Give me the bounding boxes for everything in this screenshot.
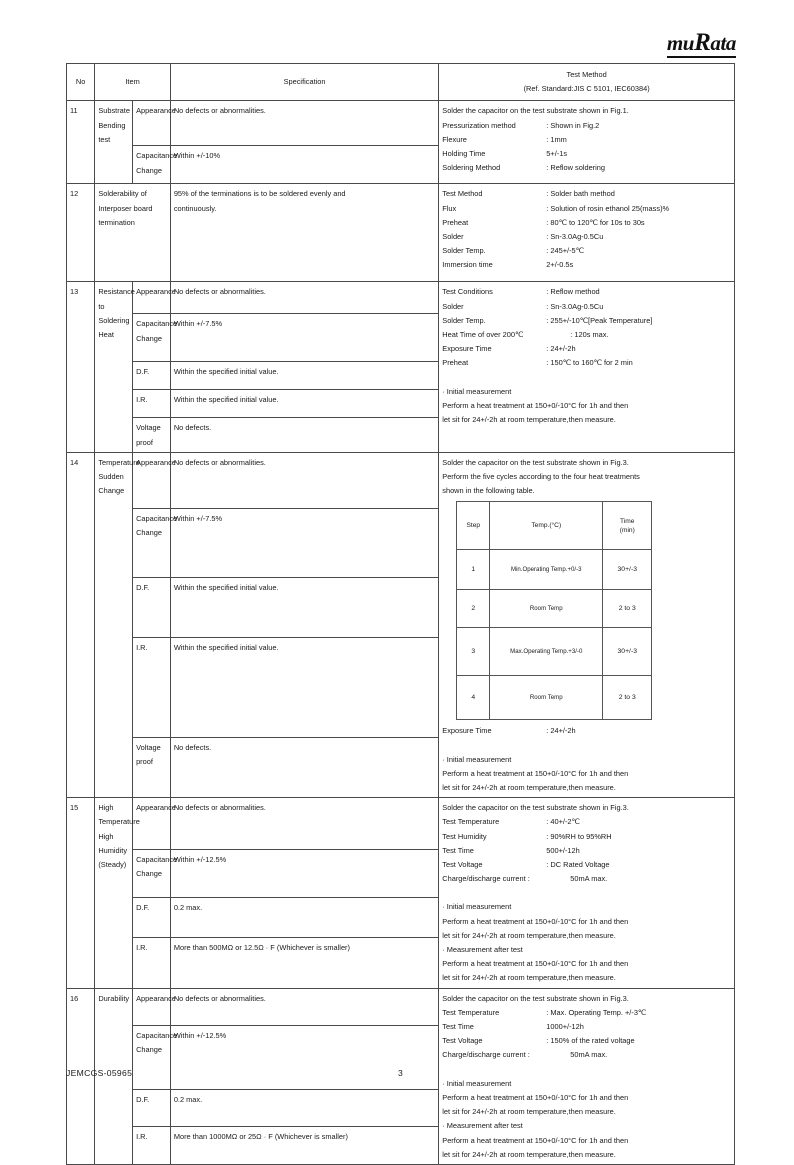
tm-pair [442, 815, 731, 829]
tm-note: let sit for 24+/-2h at room temperature,then measure. [442, 930, 616, 940]
row-sub-item: Appearance [133, 798, 171, 850]
tm-pair [442, 147, 731, 161]
tm-note: Perform a heat treatment at 150+0/-10°C for 1h and then [442, 959, 629, 969]
header-no: No [67, 64, 95, 101]
row-test-method [439, 452, 735, 797]
row-specification: More than 1000MΩ or 25Ω · F (Whichever is smaller) [170, 1127, 438, 1164]
tm-intro-line: shown in the following table. [442, 486, 535, 496]
tm-spacer [442, 886, 731, 900]
tm-pair [442, 285, 731, 299]
tm-pair-key: Exposure Time [442, 344, 492, 354]
tm-pair-key: Test Humidity [442, 831, 487, 841]
steps-row [457, 676, 652, 720]
steps-header-time: Time (min) [603, 502, 652, 550]
steps-cell-temp: Room Temp [490, 590, 603, 628]
tm-pair [442, 858, 731, 872]
tm-pair [442, 1020, 731, 1034]
row-specification: Within the specified initial value. [170, 638, 438, 738]
steps-header-step: Step [457, 502, 490, 550]
heat-treatment-steps-table [456, 501, 652, 720]
row-number: 11 [67, 101, 95, 184]
tm-pair-key: Flexure [442, 134, 467, 144]
row-sub-item: I.R. [133, 938, 171, 988]
row-sub-item: D.F. [133, 577, 171, 637]
tm-pair-value: : 120s max. [570, 330, 609, 340]
murata-logo-underline [667, 56, 736, 58]
row-test-method [439, 101, 735, 184]
tm-pair [442, 314, 731, 328]
tm-pair [442, 356, 731, 370]
header-specification: Specification [170, 64, 438, 101]
steps-header-temp: Temp.(°C) [490, 502, 603, 550]
row-number: 16 [67, 988, 95, 1164]
row-specification: 0.2 max. [170, 1089, 438, 1126]
tm-pair-value: 2+/-0.5s [546, 260, 574, 270]
steps-header-row [457, 502, 652, 550]
murata-logo-prefix: mu [666, 31, 695, 55]
tm-pair-value: 1000+/-12h [546, 1022, 584, 1032]
tm-note: · Initial measurement [442, 1078, 512, 1088]
tm-pair [442, 724, 731, 738]
steps-cell-time: 30+/-3 [603, 628, 652, 676]
steps-row [457, 550, 652, 590]
tm-note: · Measurement after test [442, 945, 523, 955]
tm-pair-key: Preheat [442, 358, 469, 368]
tm-pair [442, 258, 731, 272]
tm-pair-key: Test Voltage [442, 1036, 483, 1046]
steps-cell-time: 30+/-3 [603, 550, 652, 590]
row-item-name: Resistance to Soldering Heat [95, 282, 133, 452]
tm-note: Perform a heat treatment at 150+0/-10°C for 1h and then [442, 1092, 629, 1102]
row-number: 12 [67, 184, 95, 282]
tm-pair-value: : 150℃ to 160℃ for 2 min [546, 358, 633, 368]
row-item-name: Temperature Sudden Change [95, 452, 133, 797]
tm-pair-key: Solder Temp. [442, 315, 486, 325]
tm-pair-key: Preheat [442, 217, 469, 227]
tm-pair-value: : Reflow method [546, 287, 600, 297]
tm-pair-key: Exposure Time [442, 726, 492, 736]
tm-pair-value: : Reflow soldering [546, 163, 606, 173]
row-sub-item: D.F. [133, 362, 171, 390]
tm-pair-value: : 255+/-10℃[Peak Temperature] [546, 315, 653, 325]
tm-pair [442, 1034, 731, 1048]
row-specification: More than 500MΩ or 12.5Ω · F (Whichever is smaller) [170, 938, 438, 988]
row-item-name: Solderability of Interposer board termination [95, 184, 171, 282]
tm-pair-value: : 24+/-2h [546, 344, 576, 354]
tm-pair-key: Test Temperature [442, 1007, 500, 1017]
tm-pair [442, 133, 731, 147]
row-specification: No defects. [170, 418, 438, 452]
specification-table [66, 63, 735, 1165]
tm-pair-value: : 90%RH to 95%RH [546, 831, 612, 841]
tm-pair-key: Charge/discharge current : [442, 1050, 530, 1060]
tm-pair-value: : Max. Operating Temp. +/-3℃ [546, 1007, 647, 1017]
steps-cell-step: 1 [457, 550, 490, 590]
steps-row [457, 628, 652, 676]
row-specification: No defects or abnormalities. [170, 101, 438, 146]
tm-intro: Solder the capacitor on the test substrate shown in Fig.3. [442, 803, 629, 813]
row-sub-item: Appearance [133, 101, 171, 146]
row-sub-item: Capacitance Change [133, 850, 171, 898]
murata-logo-suffix: ata [710, 31, 736, 55]
tm-intro: Solder the capacitor on the test substrate shown in Fig.3. [442, 993, 629, 1003]
table-row [67, 452, 735, 508]
row-specification: No defects or abnormalities. [170, 798, 438, 850]
document-id: JEMCGS-05965 [66, 1068, 133, 1078]
row-item-name: Durability [95, 988, 133, 1164]
row-sub-item: Capacitance Change [133, 146, 171, 184]
steps-cell-time: 2 to 3 [603, 590, 652, 628]
tm-pair [442, 830, 731, 844]
row-sub-item: Capacitance Change [133, 508, 171, 577]
tm-pair [442, 328, 731, 342]
steps-cell-time: 2 to 3 [603, 676, 652, 720]
table-row [67, 798, 735, 850]
row-sub-item: Voltage proof [133, 737, 171, 797]
tm-pair-value: 50mA max. [570, 874, 608, 884]
row-specification: 0.2 max. [170, 898, 438, 938]
row-specification: No defects or abnormalities. [170, 452, 438, 508]
murata-logo [667, 30, 736, 58]
row-number: 15 [67, 798, 95, 988]
tm-note: let sit for 24+/-2h at room temperature,then measure. [442, 1149, 616, 1159]
tm-pair-value: : Solder bath method [546, 189, 615, 199]
tm-note: · Initial measurement [442, 386, 512, 396]
tm-note: let sit for 24+/-2h at room temperature,then measure. [442, 415, 616, 425]
row-sub-item: Capacitance Change [133, 314, 171, 362]
steps-cell-step: 2 [457, 590, 490, 628]
tm-pair-value: : 245+/-5℃ [546, 246, 584, 256]
row-sub-item: Appearance [133, 282, 171, 314]
tm-pair [442, 161, 731, 175]
steps-row [457, 590, 652, 628]
table-row [67, 988, 735, 1025]
row-test-method [439, 798, 735, 988]
tm-pair-value: : 24+/-2h [546, 726, 576, 736]
tm-note: let sit for 24+/-2h at room temperature,then measure. [442, 783, 616, 793]
row-specification: Within the specified initial value. [170, 577, 438, 637]
tm-pair-value: : DC Rated Voltage [546, 860, 610, 870]
tm-intro-line: Perform the five cycles according to the four heat treatments [442, 472, 640, 482]
row-sub-item: I.R. [133, 1127, 171, 1164]
tm-pair-key: Soldering Method [442, 163, 501, 173]
row-specification: Within +/-7.5% [170, 508, 438, 577]
tm-pair-value: : 80℃ to 120℃ for 10s to 30s [546, 217, 645, 227]
tm-pair-key: Test Voltage [442, 860, 483, 870]
tm-pair-key: Pressurization method [442, 120, 516, 130]
tm-note: let sit for 24+/-2h at room temperature,then measure. [442, 973, 616, 983]
tm-pair-value: : Sn-3.0Ag-0.5Cu [546, 232, 604, 242]
table-row [67, 101, 735, 146]
tm-note: · Measurement after test [442, 1121, 523, 1131]
tm-pair-key: Immersion time [442, 260, 493, 270]
murata-logo-text [667, 30, 736, 55]
row-specification: Within +/-7.5% [170, 314, 438, 362]
row-specification: Within +/-10% [170, 146, 438, 184]
tm-intro: Solder the capacitor on the test substrate shown in Fig.1. [442, 106, 629, 116]
tm-pair [442, 1048, 731, 1062]
tm-note: let sit for 24+/-2h at room temperature,then measure. [442, 1107, 616, 1117]
row-sub-item: Appearance [133, 988, 171, 1025]
tm-pair [442, 230, 731, 244]
row-specification: No defects. [170, 737, 438, 797]
tm-note: · Initial measurement [442, 902, 512, 912]
table-header-row [67, 64, 735, 101]
tm-pair-key: Test Method [442, 189, 483, 199]
header-item: Item [95, 64, 171, 101]
tm-note: Perform a heat treatment at 150+0/-10°C for 1h and then [442, 768, 629, 778]
row-sub-item: Appearance [133, 452, 171, 508]
tm-pair-key: Test Temperature [442, 817, 500, 827]
header-test-method: Test Method (Ref. Standard:JIS C 5101, IEC60384) [439, 64, 735, 101]
murata-logo-capital: R [694, 29, 711, 56]
row-sub-item: I.R. [133, 638, 171, 738]
tm-pair-key: Flux [442, 203, 457, 213]
row-sub-item: Voltage proof [133, 418, 171, 452]
row-item-name: High Temperature High Humidity (Steady) [95, 798, 133, 988]
tm-pair-key: Solder [442, 301, 464, 311]
table-row [67, 184, 735, 282]
tm-pair-value: : Solution of rosin ethanol 25(mass)% [546, 203, 670, 213]
tm-pair-value: : 40+/-2℃ [546, 817, 580, 827]
tm-pair-key: Solder [442, 232, 464, 242]
row-sub-item: I.R. [133, 390, 171, 418]
page-number: 3 [397, 1068, 404, 1078]
row-sub-item: D.F. [133, 1089, 171, 1126]
row-specification: Within +/-12.5% [170, 850, 438, 898]
table-row [67, 282, 735, 314]
tm-spacer [442, 371, 731, 385]
tm-note: Perform a heat treatment at 150+0/-10°C for 1h and then [442, 400, 629, 410]
tm-spacer [442, 739, 731, 753]
tm-pair-key: Solder Temp. [442, 246, 486, 256]
row-specification: Within the specified initial value. [170, 362, 438, 390]
tm-note: · Initial measurement [442, 754, 512, 764]
steps-cell-step: 3 [457, 628, 490, 676]
tm-intro-line: Solder the capacitor on the test substrate shown in Fig.3. [442, 457, 629, 467]
tm-pair-key: Test Time [442, 845, 474, 855]
tm-pair-value: 500+/-12h [546, 845, 580, 855]
tm-pair [442, 244, 731, 258]
row-specification: No defects or abnormalities. [170, 282, 438, 314]
row-specification: No defects or abnormalities. [170, 988, 438, 1025]
tm-pair-key: Test Time [442, 1022, 474, 1032]
row-test-method [439, 184, 735, 282]
tm-pair [442, 187, 731, 201]
row-sub-item: D.F. [133, 898, 171, 938]
tm-pair-key: Heat Time of over 200℃ [442, 330, 524, 340]
tm-pair-value: 5+/-1s [546, 149, 568, 159]
tm-pair-key: Holding Time [442, 149, 486, 159]
tm-pair-value: : Sn-3.0Ag-0.5Cu [546, 301, 604, 311]
tm-note: Perform a heat treatment at 150+0/-10°C for 1h and then [442, 916, 629, 926]
tm-pair [442, 300, 731, 314]
tm-pair-key: Charge/discharge current : [442, 874, 530, 884]
tm-pair [442, 1006, 731, 1020]
row-number: 14 [67, 452, 95, 797]
steps-cell-step: 4 [457, 676, 490, 720]
row-item-name: Substrate Bending test [95, 101, 133, 184]
row-specification: Within the specified initial value. [170, 390, 438, 418]
row-number: 13 [67, 282, 95, 452]
steps-cell-temp: Room Temp [490, 676, 603, 720]
steps-cell-temp: Max.Operating Temp.+3/-0 [490, 628, 603, 676]
tm-pair [442, 119, 731, 133]
tm-pair-value: : 1mm [546, 134, 567, 144]
tm-pair [442, 216, 731, 230]
row-sub-item: Capacitance Change [133, 1026, 171, 1090]
tm-pair-key: Test Conditions [442, 287, 493, 297]
row-specification: Within +/-12.5% [170, 1026, 438, 1090]
row-test-method [439, 282, 735, 452]
tm-pair [442, 872, 731, 886]
tm-pair-value: 50mA max. [570, 1050, 608, 1060]
row-specification: 95% of the terminations is to be soldered evenly and continuously. [170, 184, 438, 282]
tm-pair-value: : Shown in Fig.2 [546, 120, 600, 130]
tm-pair [442, 844, 731, 858]
tm-pair [442, 202, 731, 216]
tm-note: Perform a heat treatment at 150+0/-10°C for 1h and then [442, 1135, 629, 1145]
tm-pair-value: : 150% of the rated voltage [546, 1036, 635, 1046]
tm-pair [442, 342, 731, 356]
steps-cell-temp: Min.Operating Temp.+0/-3 [490, 550, 603, 590]
